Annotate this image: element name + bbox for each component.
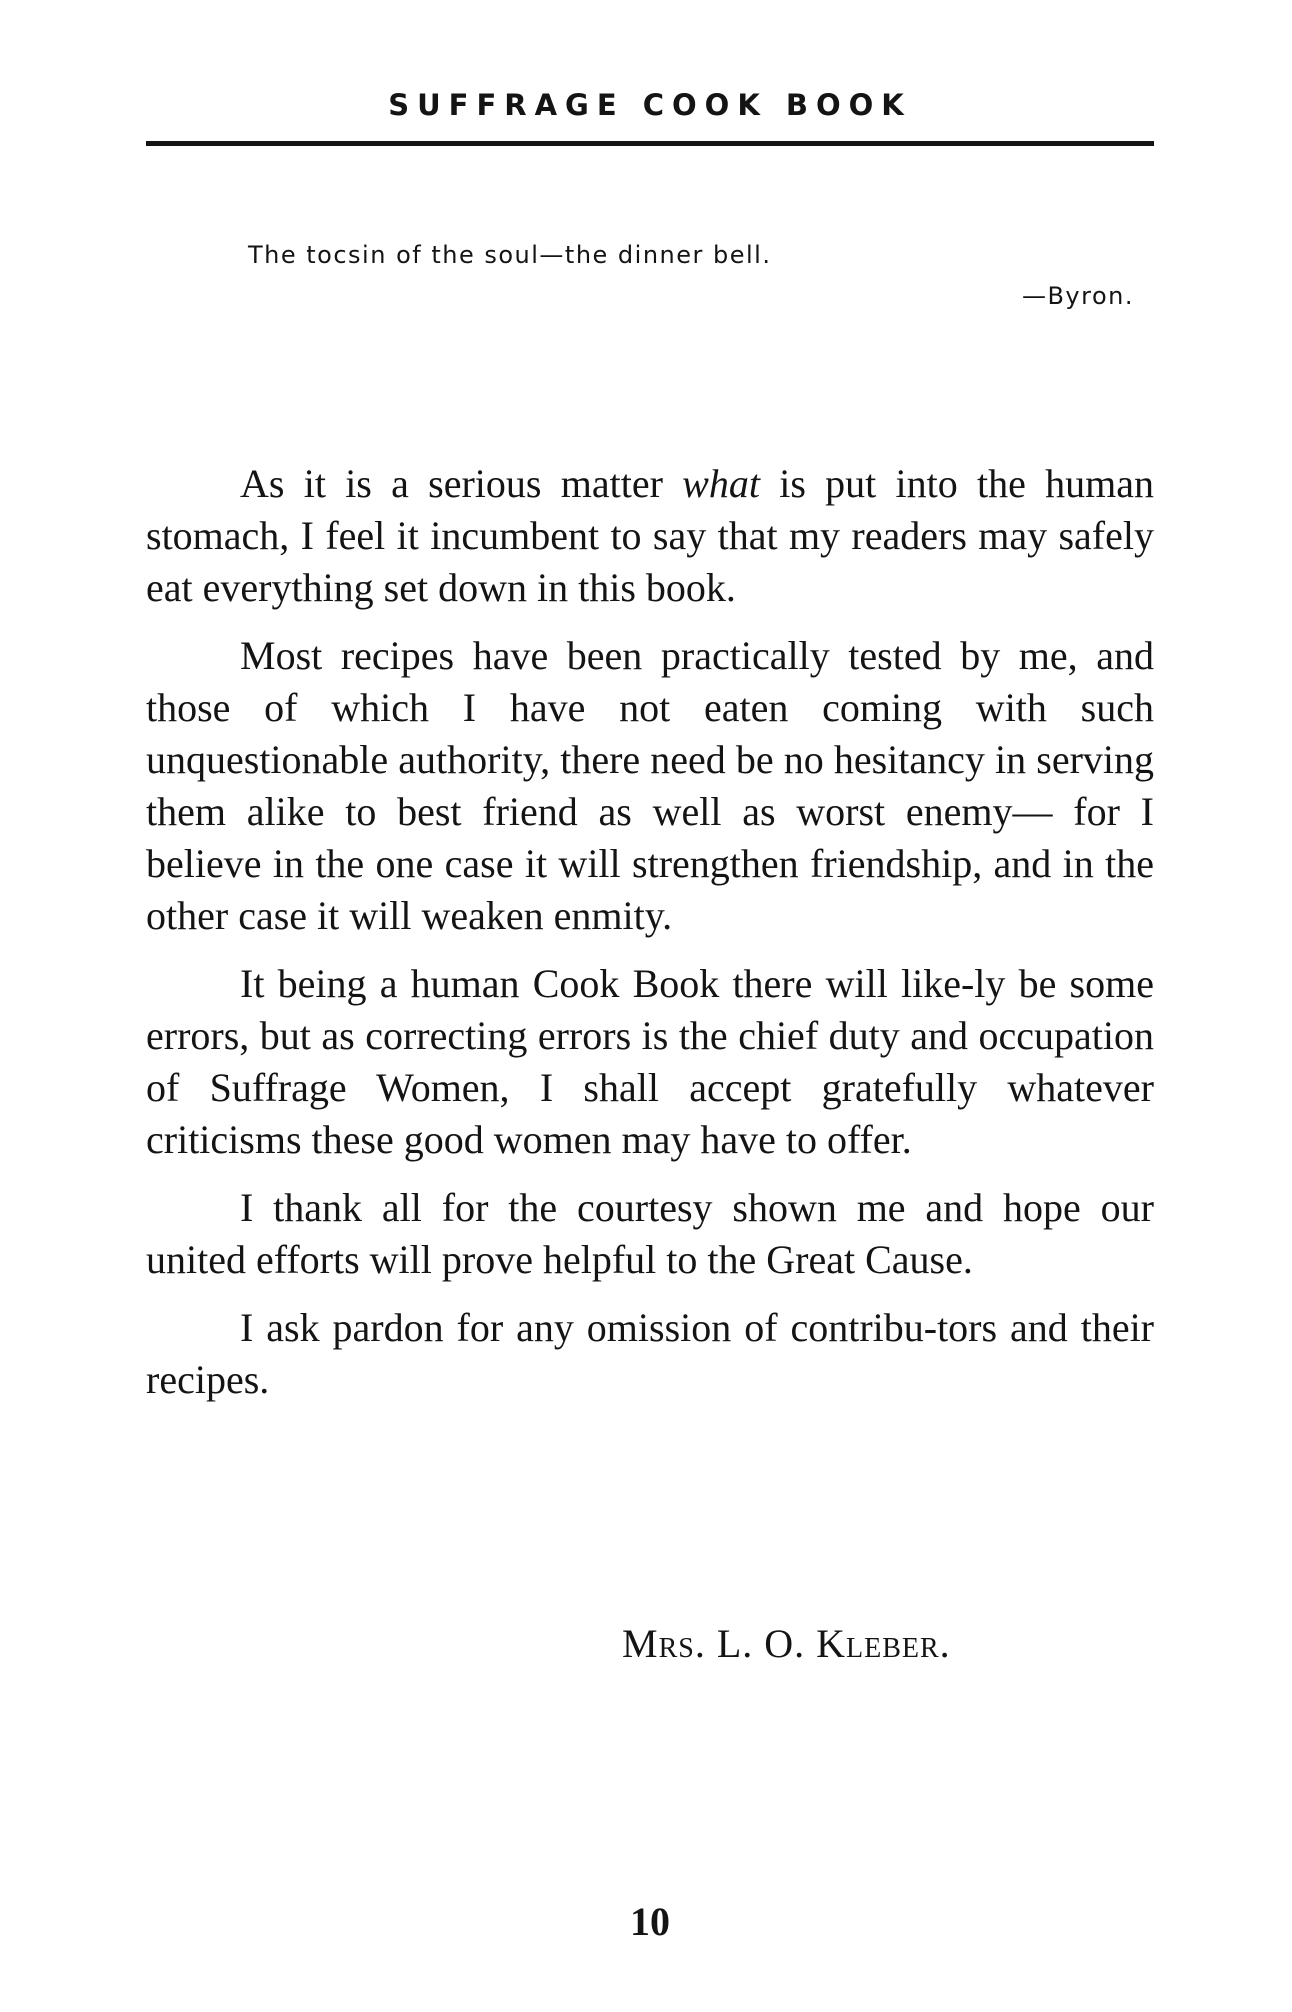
paragraph-text: As it is a serious matter xyxy=(240,461,683,506)
paragraph: Most recipes have been practically tested by me, and those of which I have not eaten coming with such unquestionable authority, there need be no hesitancy in serving them alike to best friend as well as worst enemy— for I believe in the one case it will strengthen friendship, and in the other case it will weaken enmity. xyxy=(146,633,1154,938)
paragraph-text: is put into the human stomach, I feel it incumbent to say that my readers may safely eat everything set down in this book. xyxy=(146,461,1154,610)
page-number: 10 xyxy=(630,1899,670,1944)
book-page xyxy=(146,0,1154,2012)
paragraph: I thank all for the courtesy shown me and hope our united efforts will prove helpful to the Great Cause. xyxy=(146,1185,1154,1282)
paragraph: It being a human Cook Book there will like-ly be some errors, but as correcting errors is the chief duty and occupation of Suffrage Women, I shall accept gratefully whatever criticisms these good women may have to offer. xyxy=(146,961,1154,1162)
epigraph-attribution: —Byron. xyxy=(1021,282,1134,310)
author-signature: Mrs. L. O. Kleber. xyxy=(622,1621,951,1666)
paragraph xyxy=(146,458,1154,614)
header-rule xyxy=(146,141,1154,146)
emphasis-text: what xyxy=(682,461,760,506)
epigraph-quote: The tocsin of the soul—the dinner bell. xyxy=(248,241,772,269)
running-head: SUFFRAGE COOK BOOK xyxy=(388,88,912,122)
paragraph: I ask pardon for any omission of contribu-tors and their recipes. xyxy=(146,1305,1154,1402)
preface-body xyxy=(146,458,1154,1422)
